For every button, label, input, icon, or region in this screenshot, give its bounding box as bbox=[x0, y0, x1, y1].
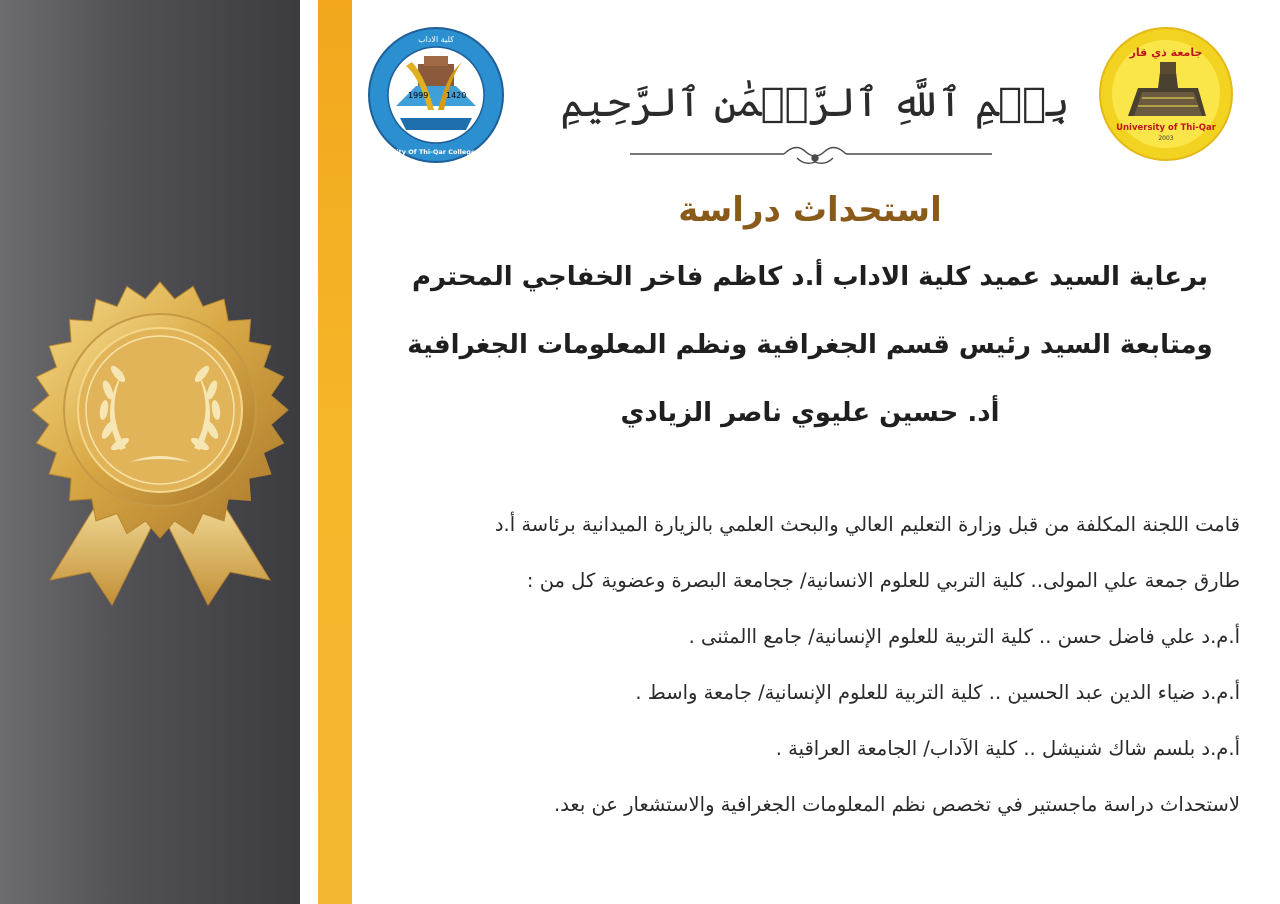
gold-medal-icon bbox=[20, 280, 300, 620]
body-line: لاستحداث دراسة ماجستير في تخصص نظم المعلومات الجغرافية والاستشعار عن بعد. bbox=[554, 793, 1240, 816]
logo-left-year-right: 1420 bbox=[446, 91, 467, 100]
body-line: أ.م.د ضياء الدين عبد الحسين .. كلية التربية للعلوم الإنسانية/ جامعة واسط . bbox=[635, 681, 1240, 704]
logo-right-english: University of Thi-Qar bbox=[1116, 123, 1216, 133]
body-line: أ.م.د علي فاضل حسن .. كلية التربية للعلوم الإنسانية/ جامع االمثنى . bbox=[688, 625, 1240, 648]
body-line: قامت اللجنة المكلفة من قبل وزارة التعليم العالي والبحث العلمي بالزيارة الميدانية برئاسة أ.د bbox=[494, 513, 1240, 536]
college-of-arts-logo bbox=[366, 26, 506, 164]
logo-left-year-left: 1999 bbox=[408, 91, 429, 100]
followup-line: ومتابعة السيد رئيس قسم الجغرافية ونظم المعلومات الجغرافية bbox=[407, 330, 1213, 360]
logo-right-year: 2003 bbox=[1158, 135, 1174, 142]
basmala-calligraphy bbox=[560, 58, 1070, 176]
gold-accent-bar bbox=[318, 0, 352, 904]
ornament-divider-icon bbox=[630, 147, 992, 163]
certificate-title: استحداث دراسة bbox=[678, 190, 942, 230]
body-line: أ.م.د بلسم شاك شنيشل .. كلية الآداب/ الجامعة العراقية . bbox=[775, 737, 1240, 760]
department-head-name: أد. حسين عليوي ناصر الزيادي bbox=[620, 398, 1000, 428]
logo-right-arabic: جامعة ذي قار bbox=[1129, 46, 1203, 59]
university-of-thi-qar-logo bbox=[1098, 26, 1234, 162]
body-line: طارق جمعة علي المولى.. كلية التربي للعلوم الانسانية/ ججامعة البصرة وعضوية كل من : bbox=[526, 569, 1240, 592]
logo-left-arabic: كلية الاداب bbox=[418, 35, 454, 44]
sponsor-line: برعاية السيد عميد كلية الاداب أ.د كاظم فاخر الخفاجي المحترم bbox=[411, 262, 1209, 292]
panel-gap bbox=[300, 0, 318, 904]
logo-left-ring-text: University Of Thi-Qar College Of Arts bbox=[368, 148, 504, 156]
basmala-text: بِسۡمِ ٱللَّهِ ٱلرَّحۡمَٰنِ ٱلرَّحِيمِ bbox=[560, 80, 1070, 126]
